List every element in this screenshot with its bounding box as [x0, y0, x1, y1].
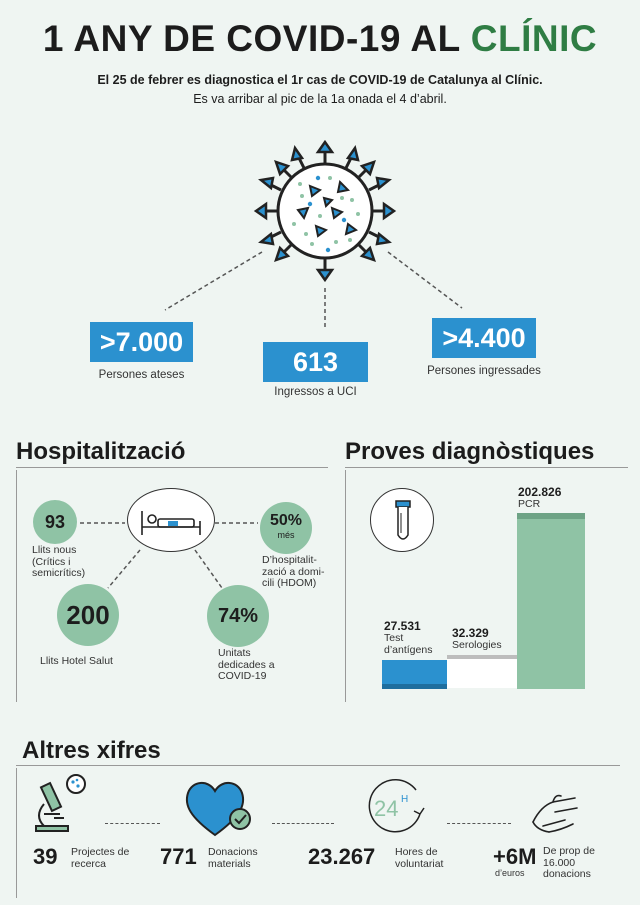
antigen-label: Test d’antígens [384, 632, 433, 656]
tests-left-border [345, 470, 346, 702]
admitted-label: Persones ingressades [427, 365, 541, 377]
other-connector-2 [272, 823, 334, 824]
tests-divider [345, 467, 628, 468]
tests-title: Proves diagnòstiques [345, 438, 595, 465]
projects-label: Projectes de recerca [71, 846, 130, 870]
bed-icon [128, 489, 216, 553]
pcr-bar-top [517, 513, 585, 519]
test-tube-frame [370, 488, 434, 552]
microscope-icon [30, 772, 90, 834]
hands-icon [525, 786, 585, 836]
icu-value: 613 [263, 342, 368, 382]
other-connector-1 [105, 823, 160, 824]
hotel-beds-label: Llits Hotel Salut [40, 655, 113, 667]
test-tube-icon [371, 489, 435, 553]
antigen-bar-base [382, 684, 447, 689]
serology-label: Serologies [452, 639, 502, 651]
other-divider [16, 765, 620, 766]
money-sub: d’euros [495, 868, 525, 878]
money-value: +6M [493, 844, 537, 869]
virus-connectors [0, 0, 640, 330]
title-accent: CLÍNIC [470, 18, 598, 59]
subtitle-bold: El 25 de febrer es diagnostica el 1r cas de COVID-19 de Catalunya al Clínic. [97, 73, 543, 87]
icu-label: Ingressos a UCI [274, 386, 357, 398]
other-connector-3 [447, 823, 511, 824]
antigen-bar [382, 660, 447, 687]
other-left-border [16, 768, 17, 898]
serology-bar-top [447, 655, 517, 659]
hospital-title: Hospitalització [16, 438, 186, 465]
hotel-beds-value: 200 [57, 584, 119, 646]
new-beds-value: 93 [33, 500, 77, 544]
pcr-value: 202.826 [518, 485, 562, 499]
new-beds-label: Llits nous (Crítics i semicrítics) [32, 544, 86, 579]
antigen-value: 27.531 [384, 619, 421, 633]
admitted-value: >4.400 [432, 318, 536, 358]
home-label: D’hospitalit-zació a domi-cili (HDOM) [262, 554, 325, 589]
other-title: Altres xifres [22, 737, 161, 764]
clock-24h-icon [360, 778, 432, 836]
heart-icon [182, 775, 256, 841]
hours-label: Hores de voluntariat [395, 846, 444, 870]
pcr-label: PCR [518, 498, 541, 510]
units-value: 74% [207, 585, 269, 647]
serology-bar [447, 655, 517, 688]
serology-value: 32.329 [452, 626, 489, 640]
money-label: De prop de 16.000 donacions [543, 845, 595, 880]
hospital-divider [16, 467, 328, 468]
bed-icon-frame [127, 488, 215, 552]
attended-label: Persones ateses [98, 369, 185, 381]
home-sub: més [277, 530, 295, 540]
pcr-bar [517, 513, 585, 689]
title-main: 1 ANY DE COVID-19 AL [42, 18, 460, 59]
subtitle: Es va arribar al pic de la 1a onada el 4 d’abril. [193, 92, 447, 106]
hours-value: 23.267 [308, 844, 376, 869]
units-label: Unitats dedicades a COVID-19 [218, 647, 275, 682]
donations-value: 771 [160, 844, 197, 869]
clock-sup: H [401, 794, 409, 805]
clock-text: 24 [374, 796, 399, 821]
attended-value: >7.000 [90, 322, 193, 362]
projects-value: 39 [33, 844, 58, 869]
home-circle [260, 502, 312, 554]
home-value: 50% [269, 512, 303, 529]
donations-label: Donacions materials [208, 846, 258, 870]
